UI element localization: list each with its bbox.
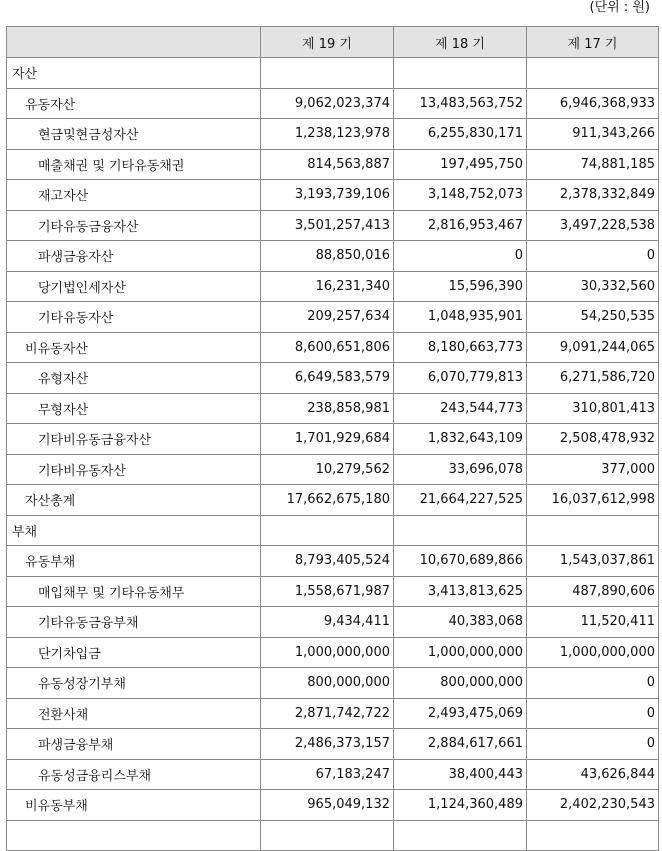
value-period-17: 2,378,332,849: [527, 180, 659, 211]
value-period-17: 6,946,368,933: [527, 88, 659, 119]
value-period-17: 43,626,844: [527, 759, 659, 790]
value-period-17: 6,271,586,720: [527, 363, 659, 394]
account-label: 기타비유동금융자산: [7, 424, 261, 455]
account-label: 당기법인세자산: [7, 271, 261, 302]
financial-statement-table: [6, 26, 659, 851]
value-period-19: 67,183,247: [261, 759, 394, 790]
value-period-17: 487,890,606: [527, 576, 659, 607]
table-row: [7, 759, 659, 790]
account-label: 파생금융부채: [7, 729, 261, 760]
table-row: [7, 698, 659, 729]
value-period-17: 2,402,230,543: [527, 790, 659, 821]
value-period-18: 15,596,390: [394, 271, 527, 302]
value-period-17: 911,343,266: [527, 119, 659, 150]
account-label: 비유동부채: [7, 790, 261, 821]
header-period-18: 제 18 기: [394, 27, 527, 58]
header-row: [7, 27, 659, 58]
value-period-17: 9,091,244,065: [527, 332, 659, 363]
value-period-18: 2,884,617,661: [394, 729, 527, 760]
header-period-17: 제 17 기: [527, 27, 659, 58]
account-label: 파생금융자산: [7, 241, 261, 272]
table-row: [7, 576, 659, 607]
value-period-19: [261, 820, 394, 851]
value-period-17: [527, 58, 659, 89]
table-row: [7, 546, 659, 577]
value-period-18: [394, 58, 527, 89]
table-row: [7, 393, 659, 424]
table-row: [7, 607, 659, 638]
value-period-19: 1,701,929,684: [261, 424, 394, 455]
table-row: [7, 88, 659, 119]
value-period-17: 1,000,000,000: [527, 637, 659, 668]
header-account: [7, 27, 261, 58]
table-row: [7, 149, 659, 180]
value-period-18: 6,070,779,813: [394, 363, 527, 394]
account-label: 매출채권 및 기타유동채권: [7, 149, 261, 180]
account-label: 유동자산: [7, 88, 261, 119]
value-period-19: 8,793,405,524: [261, 546, 394, 577]
value-period-19: 16,231,340: [261, 271, 394, 302]
header-period-19: 제 19 기: [261, 27, 394, 58]
value-period-17: [527, 820, 659, 851]
account-label: 기타유동금융자산: [7, 210, 261, 241]
value-period-18: [394, 515, 527, 546]
value-period-18: 0: [394, 241, 527, 272]
value-period-19: 9,434,411: [261, 607, 394, 638]
value-period-17: 74,881,185: [527, 149, 659, 180]
value-period-19: 88,850,016: [261, 241, 394, 272]
account-label: 유동성금융리스부채: [7, 759, 261, 790]
table-row: [7, 58, 659, 89]
account-label: 단기차입금: [7, 637, 261, 668]
value-period-17: 16,037,612,998: [527, 485, 659, 516]
value-period-18: 3,148,752,073: [394, 180, 527, 211]
account-label: 유동부채: [7, 546, 261, 577]
value-period-18: 2,816,953,467: [394, 210, 527, 241]
value-period-17: 3,497,228,538: [527, 210, 659, 241]
value-period-17: 11,520,411: [527, 607, 659, 638]
account-label: 비유동자산: [7, 332, 261, 363]
table-row: [7, 180, 659, 211]
table-row: [7, 454, 659, 485]
account-label: 현금및현금성자산: [7, 119, 261, 150]
value-period-19: 3,193,739,106: [261, 180, 394, 211]
table-body: [7, 58, 659, 851]
value-period-19: 17,662,675,180: [261, 485, 394, 516]
value-period-19: 238,858,981: [261, 393, 394, 424]
value-period-18: 40,383,068: [394, 607, 527, 638]
table-row: [7, 363, 659, 394]
value-period-18: 800,000,000: [394, 668, 527, 699]
table-row: [7, 241, 659, 272]
value-period-19: 1,558,671,987: [261, 576, 394, 607]
unit-note: (단위 : 원): [589, 0, 650, 15]
value-period-17: 30,332,560: [527, 271, 659, 302]
value-period-19: 965,049,132: [261, 790, 394, 821]
value-period-17: 0: [527, 241, 659, 272]
account-label: 전환사채: [7, 698, 261, 729]
value-period-19: [261, 58, 394, 89]
value-period-18: [394, 820, 527, 851]
value-period-18: 1,832,643,109: [394, 424, 527, 455]
value-period-19: 8,600,651,806: [261, 332, 394, 363]
value-period-19: 2,871,742,722: [261, 698, 394, 729]
account-label: 기타비유동자산: [7, 454, 261, 485]
value-period-19: 2,486,373,157: [261, 729, 394, 760]
value-period-17: [527, 515, 659, 546]
table-row: [7, 485, 659, 516]
value-period-17: 0: [527, 668, 659, 699]
value-period-17: 377,000: [527, 454, 659, 485]
table-header: [7, 27, 659, 58]
account-label: [7, 820, 261, 851]
value-period-17: 2,508,478,932: [527, 424, 659, 455]
table-row: [7, 668, 659, 699]
value-period-17: 0: [527, 698, 659, 729]
table-row: [7, 729, 659, 760]
value-period-19: 209,257,634: [261, 302, 394, 333]
value-period-19: 3,501,257,413: [261, 210, 394, 241]
account-label: 유형자산: [7, 363, 261, 394]
table-row: [7, 790, 659, 821]
account-label: 부채: [7, 515, 261, 546]
value-period-18: 3,413,813,625: [394, 576, 527, 607]
table-row: [7, 515, 659, 546]
value-period-18: 243,544,773: [394, 393, 527, 424]
value-period-19: 800,000,000: [261, 668, 394, 699]
table-row: [7, 302, 659, 333]
account-label: 자산: [7, 58, 261, 89]
value-period-18: 8,180,663,773: [394, 332, 527, 363]
table-row: [7, 119, 659, 150]
value-period-18: 10,670,689,866: [394, 546, 527, 577]
value-period-18: 197,495,750: [394, 149, 527, 180]
value-period-18: 38,400,443: [394, 759, 527, 790]
value-period-18: 21,664,227,525: [394, 485, 527, 516]
account-label: 매입채무 및 기타유동채무: [7, 576, 261, 607]
table-row: [7, 424, 659, 455]
table-row: [7, 271, 659, 302]
value-period-17: 0: [527, 729, 659, 760]
table-row: [7, 820, 659, 851]
value-period-19: 9,062,023,374: [261, 88, 394, 119]
value-period-19: 1,238,123,978: [261, 119, 394, 150]
value-period-19: 6,649,583,579: [261, 363, 394, 394]
value-period-17: 54,250,535: [527, 302, 659, 333]
table-row: [7, 332, 659, 363]
account-label: 자산총계: [7, 485, 261, 516]
value-period-19: 1,000,000,000: [261, 637, 394, 668]
account-label: 무형자산: [7, 393, 261, 424]
value-period-19: [261, 515, 394, 546]
value-period-17: 1,543,037,861: [527, 546, 659, 577]
value-period-19: 814,563,887: [261, 149, 394, 180]
account-label: 기타유동금융부채: [7, 607, 261, 638]
table-row: [7, 210, 659, 241]
account-label: 기타유동자산: [7, 302, 261, 333]
value-period-18: 33,696,078: [394, 454, 527, 485]
account-label: 유동성장기부채: [7, 668, 261, 699]
value-period-19: 10,279,562: [261, 454, 394, 485]
value-period-18: 1,048,935,901: [394, 302, 527, 333]
value-period-18: 6,255,830,171: [394, 119, 527, 150]
value-period-17: 310,801,413: [527, 393, 659, 424]
account-label: 재고자산: [7, 180, 261, 211]
value-period-18: 2,493,475,069: [394, 698, 527, 729]
value-period-18: 1,124,360,489: [394, 790, 527, 821]
table-row: [7, 637, 659, 668]
value-period-18: 1,000,000,000: [394, 637, 527, 668]
value-period-18: 13,483,563,752: [394, 88, 527, 119]
